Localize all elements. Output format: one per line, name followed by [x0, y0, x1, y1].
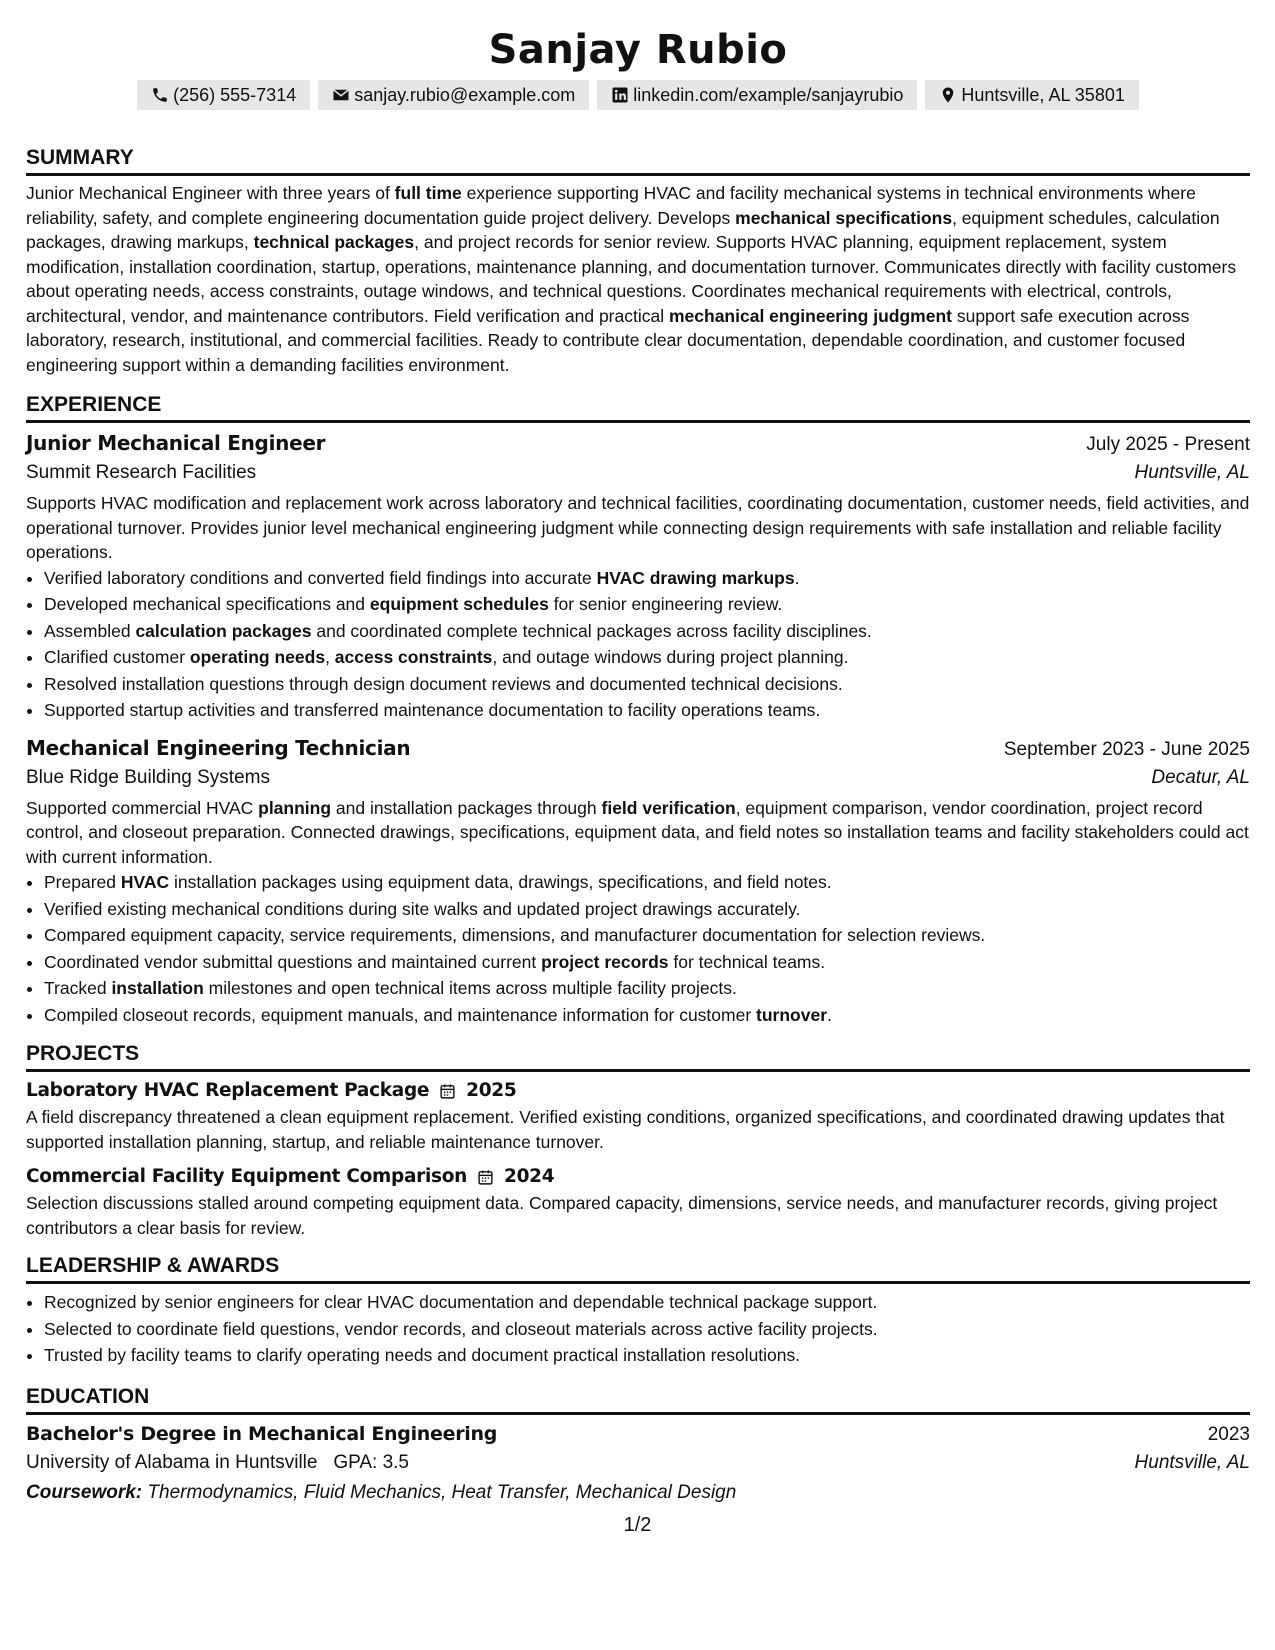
text-run: support safe execution across laboratory, research, institutional, and commercial facilities. Ready to contribute clear documentation, dependable coordination, and customer focused engineering support within a demanding facilities environment. — [26, 305, 1190, 375]
bold-text: technical packages — [253, 232, 415, 252]
linkedin-text: linkedin.com/example/sanjayrubio — [633, 84, 904, 105]
bold-text: field verification — [601, 797, 736, 818]
job-title: Junior Mechanical Engineer — [26, 431, 326, 455]
school-location: Huntsville, AL — [1134, 1451, 1250, 1473]
bold-text: HVAC — [120, 872, 170, 892]
contact-phone[interactable] — [137, 80, 310, 110]
summary-section — [26, 144, 1250, 377]
bold-text: turnover — [756, 1004, 828, 1025]
summary-text — [26, 181, 1250, 377]
bullet-item — [44, 949, 1250, 976]
contact-email[interactable] — [318, 80, 589, 110]
email-text: sanjay.rubio@example.com — [354, 84, 576, 105]
text-run: , and outage windows during project planning. — [492, 647, 849, 667]
job-entry — [26, 733, 1250, 1029]
education-section — [26, 1383, 1250, 1508]
project-entry — [26, 1163, 1250, 1240]
project-description: Selection discussions stalled around competing equipment data. Compared capacity, dimensions, service needs, and manufacturer records, giving project contributors a clear basis for review. — [26, 1193, 1218, 1238]
job-dates: July 2025 - Present — [1086, 434, 1250, 455]
leadership-item: • Recognized by senior engineers for clear HVAC documentation and dependable technical package support. — [44, 1289, 1250, 1316]
experience-section — [26, 391, 1250, 1028]
candidate-name: Sanjay Rubio — [488, 27, 788, 73]
job-entry — [26, 428, 1250, 724]
school-name: University of Alabama in Huntsville — [26, 1451, 318, 1473]
project-description: A field discrepancy threatened a clean equipment replacement. Verified existing conditions, organized specifications, and coordinated drawing updates that supported installation planning, startup, and reliable maintenance turnover. — [26, 1107, 1225, 1152]
projects-section — [26, 1040, 1250, 1240]
envelope-icon — [332, 86, 350, 104]
job-company: Summit Research Facilities — [26, 462, 257, 483]
graduation-year: 2023 — [1207, 1423, 1250, 1445]
text-run: Compared equipment capacity, service requirements, dimensions, and manufacturer documentation for selection reviews. — [44, 925, 986, 945]
text-run: Assembled — [44, 620, 136, 641]
bold-text: mechanical engineering judgment — [668, 305, 952, 326]
text-run: Junior Mechanical Engineer with three years of — [26, 183, 395, 203]
job-bullets — [26, 869, 1250, 1028]
linkedin-icon — [611, 86, 629, 104]
text-run: Supported commercial HVAC — [26, 797, 259, 818]
summary-heading: SUMMARY — [26, 144, 1250, 176]
project-year: 2025 — [466, 1080, 517, 1101]
text-run: for senior engineering review. — [548, 594, 783, 614]
bullet-item — [44, 644, 1250, 671]
text-run: . — [827, 1004, 832, 1025]
leadership-list — [26, 1289, 1250, 1369]
bullet-item — [44, 975, 1250, 1002]
bullet-item — [44, 869, 1250, 896]
leadership-heading: LEADERSHIP & AWARDS — [26, 1252, 1250, 1284]
bullet-item — [44, 697, 1250, 724]
leadership-item: • Trusted by facility teams to clarify operating needs and document practical installation resolutions. — [44, 1342, 1250, 1369]
coursework-line — [26, 1478, 1250, 1508]
job-company: Blue Ridge Building Systems — [26, 766, 270, 788]
phone-icon — [151, 86, 169, 104]
gpa: GPA: 3.5 — [333, 1451, 409, 1473]
coursework-label: Coursework: — [26, 1481, 143, 1503]
bold-text: calculation packages — [135, 620, 312, 641]
text-run: Verified laboratory conditions and converted field findings into accurate — [44, 567, 597, 588]
project-name: Laboratory HVAC Replacement Package — [26, 1080, 430, 1101]
location-text: Huntsville, AL 35801 — [961, 84, 1125, 105]
contact-location — [925, 80, 1138, 110]
text-run: Supports HVAC modification and replacement work across laboratory and technical facilities, coordinating documentation, customer needs, field activities, and operational turnover. Provides junior level mechanical engineering judgment while connecting design requirements with safe installation and reliable facility operations. — [26, 493, 1250, 562]
text-run: Tracked — [44, 978, 112, 998]
map-pin-icon — [939, 86, 957, 104]
text-run: Verified existing mechanical conditions during site walks and updated project drawings accurately. — [44, 898, 801, 919]
text-run: . — [794, 567, 800, 588]
text-run: Prepared — [44, 872, 121, 892]
text-run: Compiled closeout records, equipment manuals, and maintenance information for customer — [44, 1004, 757, 1025]
school-line — [26, 1448, 409, 1478]
job-location: Huntsville, AL — [1134, 462, 1250, 483]
bullet-item — [44, 591, 1250, 618]
bullet-item — [44, 565, 1250, 592]
text-run: experience supporting HVAC and facility mechanical systems in technical environments where reliability, safety, and complete engineering documentation guide project delivery. Develops — [26, 183, 1196, 228]
leadership-section — [26, 1252, 1250, 1369]
bold-text: project records — [541, 951, 669, 972]
bullet-item — [44, 922, 1250, 949]
experience-heading: EXPERIENCE — [26, 391, 1250, 423]
projects-heading: PROJECTS — [26, 1040, 1250, 1072]
bold-text: full time — [394, 183, 462, 203]
text-run: , equipment comparison, vendor coordination, project record control, and closeout preparation. Connected drawings, specifications, equipment data, and field notes so installation teams and facility stakeholders could act with current information. — [26, 797, 1249, 867]
bullet-item — [44, 896, 1250, 923]
text-run: Developed mechanical specifications and — [44, 594, 370, 614]
text-run: and installation packages through — [331, 797, 602, 818]
contact-bar — [26, 80, 1250, 110]
bullet-item — [44, 1002, 1250, 1029]
leadership-item: • Selected to coordinate field questions, vendor records, and closeout materials across active facility projects. — [44, 1316, 1250, 1343]
calendar-icon — [477, 1169, 494, 1186]
bold-text: installation — [111, 978, 204, 998]
text-run: Coordinated vendor submittal questions and maintained current — [44, 951, 542, 972]
job-bullets — [26, 565, 1250, 724]
project-name: Commercial Facility Equipment Comparison — [26, 1166, 468, 1187]
text-run: and coordinated complete technical packages across facility disciplines. — [311, 620, 872, 641]
coursework-list: Thermodynamics, Fluid Mechanics, Heat Transfer, Mechanical Design — [147, 1481, 737, 1503]
bold-text: mechanical specifications — [735, 207, 953, 228]
job-location: Decatur, AL — [1151, 766, 1250, 788]
project-entry — [26, 1077, 1250, 1154]
text-run: Supported startup activities and transferred maintenance documentation to facility operations teams. — [44, 700, 821, 720]
text-run: for technical teams. — [668, 951, 826, 972]
bullet-item — [44, 618, 1250, 645]
phone-text: (256) 555-7314 — [173, 84, 297, 105]
contact-linkedin[interactable] — [597, 80, 917, 110]
text-run: Clarified customer — [44, 647, 190, 667]
degree-title: Bachelor's Degree in Mechanical Engineering — [26, 1422, 498, 1445]
education-heading: EDUCATION — [26, 1383, 1250, 1415]
job-title: Mechanical Engineering Technician — [26, 735, 411, 760]
text-run: , — [325, 647, 335, 667]
bold-text: operating needs — [189, 647, 326, 667]
bold-text: HVAC drawing markups — [596, 567, 795, 588]
text-run: milestones and open technical items across multiple facility projects. — [203, 978, 737, 998]
text-run: , equipment schedules, calculation packages, drawing markups, — [26, 207, 1220, 252]
job-description — [26, 491, 1250, 565]
text-run: installation packages using equipment data, drawings, specifications, and field notes. — [169, 872, 832, 892]
bullet-item — [44, 671, 1250, 698]
text-run: , and project records for senior review. Supports HVAC planning, equipment replacement, system modification, installation coordination, startup, operations, maintenance planning, and documentation turnover. Communicates directly with facility customers about operating needs, access constraints, outage windows, and technical questions. Coordinates mechanical requirements with electrical, controls, architectural, vendor, and maintenance contributors. Field verification and practical — [26, 232, 1237, 326]
job-dates: September 2023 - June 2025 — [1003, 738, 1250, 760]
bold-text: equipment schedules — [369, 594, 549, 614]
text-run: Resolved installation questions through design document reviews and documented technical decisions. — [44, 673, 843, 694]
job-description — [26, 796, 1250, 870]
page-number: 1/2 — [623, 1514, 652, 1536]
calendar-icon — [439, 1083, 456, 1100]
bold-text: planning — [258, 797, 332, 818]
project-year: 2024 — [504, 1166, 555, 1187]
bold-text: access constraints — [334, 647, 493, 667]
resume-page — [26, 0, 1250, 1508]
